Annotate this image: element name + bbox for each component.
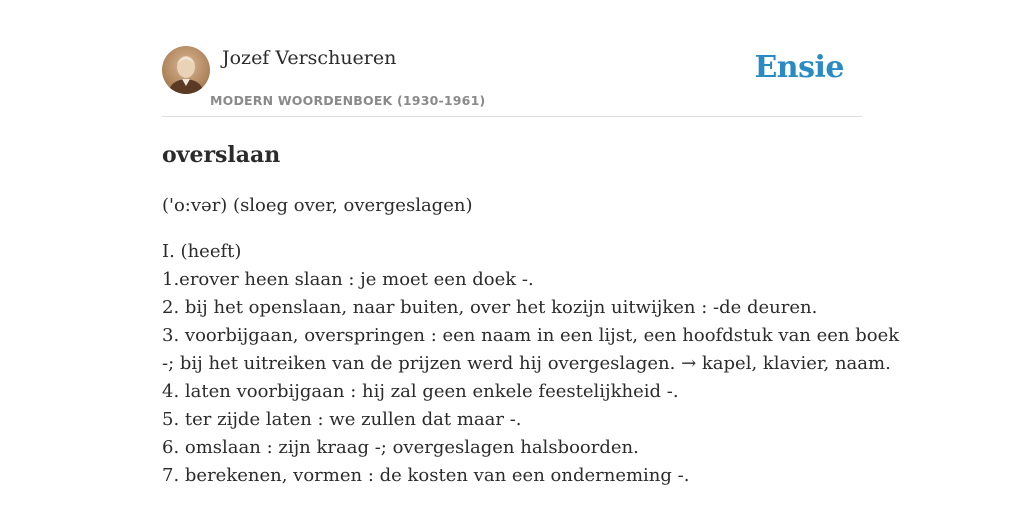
dictionary-entry bbox=[162, 140, 900, 490]
entry-pronunciation: ('o:vər) (sloeg over, overgeslagen) bbox=[162, 195, 473, 216]
definition-line: 4. laten voorbijgaan : hij zal geen enkele feestelijkheid -. bbox=[162, 381, 679, 402]
definition-line: 7. berekenen, vormen : de kosten van een onderneming -. bbox=[162, 465, 690, 486]
definition-line: 5. ter zijde laten : we zullen dat maar -. bbox=[162, 409, 522, 430]
entry-definitions bbox=[162, 238, 900, 490]
author-avatar[interactable] bbox=[162, 46, 210, 94]
dictionary-source[interactable]: MODERN WOORDENBOEK (1930-1961) bbox=[210, 93, 486, 108]
definition-line: 2. bij het openslaan, naar buiten, over het kozijn uitwijken : -de deuren. bbox=[162, 297, 818, 318]
definition-line: -; bij het uitreiken van de prijzen werd hij overgeslagen. → kapel, klavier, naam. bbox=[162, 353, 891, 374]
entry-headword: overslaan bbox=[162, 142, 281, 168]
page-header bbox=[162, 44, 862, 117]
definition-line: 3. voorbijgaan, overspringen : een naam in een lijst, een hoofdstuk van een boek bbox=[162, 325, 900, 346]
definition-line: I. (heeft) bbox=[162, 241, 242, 262]
author-portrait-icon bbox=[162, 46, 210, 94]
definition-line: 6. omslaan : zijn kraag -; overgeslagen halsboorden. bbox=[162, 437, 639, 458]
definition-line: 1.erover heen slaan : je moet een doek -. bbox=[162, 269, 534, 290]
author-name[interactable]: Jozef Verschueren bbox=[222, 47, 397, 69]
brand-logo[interactable]: Ensie bbox=[754, 50, 844, 85]
